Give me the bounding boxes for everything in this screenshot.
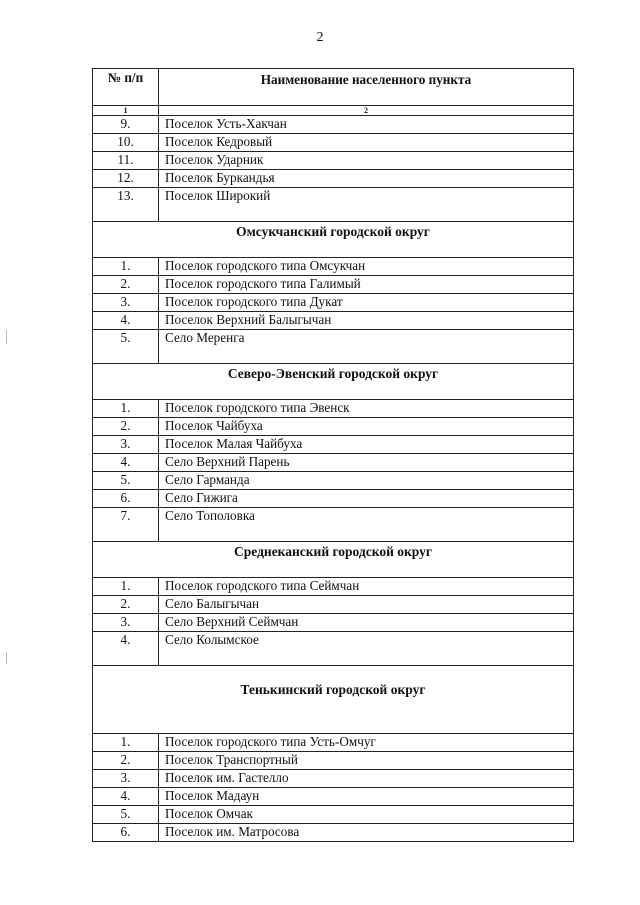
- table-row: [93, 752, 574, 770]
- settlement-name: Село Тополовка: [159, 508, 574, 542]
- table-row: [93, 806, 574, 824]
- margin-mark: [6, 652, 7, 664]
- row-number: 3.: [93, 770, 159, 788]
- table-row: [93, 276, 574, 294]
- table-row: [93, 734, 574, 752]
- table-row: [93, 152, 574, 170]
- settlement-name: Поселок Омчак: [159, 806, 574, 824]
- settlement-name: Поселок Буркандья: [159, 170, 574, 188]
- row-number: 6.: [93, 824, 159, 842]
- row-number: 12.: [93, 170, 159, 188]
- settlement-name: Село Колымское: [159, 632, 574, 666]
- settlement-name: Село Верхний Сеймчан: [159, 614, 574, 632]
- section-title: Омсукчанский городской округ: [93, 222, 574, 258]
- settlement-name: Поселок городского типа Усть-Омчуг: [159, 734, 574, 752]
- table-row: [93, 170, 574, 188]
- settlement-name: Село Балыгычан: [159, 596, 574, 614]
- section-header-row: [93, 542, 574, 578]
- page-number: 2: [316, 30, 324, 45]
- settlements-table: [92, 68, 574, 842]
- row-number: 3.: [93, 614, 159, 632]
- table-row: [93, 508, 574, 542]
- settlement-name: Поселок городского типа Галимый: [159, 276, 574, 294]
- row-number: 2.: [93, 596, 159, 614]
- table-row: [93, 596, 574, 614]
- row-number: 1.: [93, 258, 159, 276]
- table-row: [93, 258, 574, 276]
- table-row: [93, 312, 574, 330]
- row-number: 7.: [93, 508, 159, 542]
- settlement-name: Поселок Ударник: [159, 152, 574, 170]
- row-number: 13.: [93, 188, 159, 222]
- table-row: [93, 770, 574, 788]
- table-row: [93, 116, 574, 134]
- table-row: [93, 294, 574, 312]
- row-number: 10.: [93, 134, 159, 152]
- settlement-name: Село Верхний Парень: [159, 454, 574, 472]
- table-row: [93, 454, 574, 472]
- section-header-row: [93, 666, 574, 734]
- table-row: [93, 824, 574, 842]
- section-header-row: [93, 222, 574, 258]
- settlement-name: Поселок Верхний Балыгычан: [159, 312, 574, 330]
- table-header-row: [93, 69, 574, 106]
- settlement-name: Село Меренга: [159, 330, 574, 364]
- settlement-name: Поселок им. Матросова: [159, 824, 574, 842]
- row-number: 1.: [93, 734, 159, 752]
- row-number: 6.: [93, 490, 159, 508]
- table-row: [93, 436, 574, 454]
- settlement-name: Поселок городского типа Эвенск: [159, 400, 574, 418]
- settlement-name: Поселок городского типа Дукат: [159, 294, 574, 312]
- section-title: Северо-Эвенский городской округ: [93, 364, 574, 400]
- row-number: 5.: [93, 472, 159, 490]
- table-row: [93, 188, 574, 222]
- table-row: [93, 578, 574, 596]
- table-subheader-row: [93, 106, 574, 116]
- settlement-name: Поселок Малая Чайбуха: [159, 436, 574, 454]
- settlement-name: Поселок городского типа Сеймчан: [159, 578, 574, 596]
- settlement-name: Поселок Широкий: [159, 188, 574, 222]
- row-number: 3.: [93, 436, 159, 454]
- header-number: [93, 69, 159, 106]
- row-number: 11.: [93, 152, 159, 170]
- row-number: 4.: [93, 788, 159, 806]
- row-number: 5.: [93, 330, 159, 364]
- table-row: [93, 330, 574, 364]
- settlement-name: Поселок Усть-Хакчан: [159, 116, 574, 134]
- row-number: 1.: [93, 400, 159, 418]
- section-title: Тенькинский городской округ: [93, 666, 574, 734]
- settlement-name: Поселок Транспортный: [159, 752, 574, 770]
- row-number: 4.: [93, 312, 159, 330]
- settlement-name: Поселок городского типа Омсукчан: [159, 258, 574, 276]
- table-row: [93, 490, 574, 508]
- row-number: 3.: [93, 294, 159, 312]
- header-name: Наименование населенного пункта: [159, 69, 574, 106]
- row-number: 9.: [93, 116, 159, 134]
- table-row: [93, 472, 574, 490]
- table-row: [93, 632, 574, 666]
- settlement-name: Поселок Кедровый: [159, 134, 574, 152]
- row-number: 4.: [93, 454, 159, 472]
- table-row: [93, 614, 574, 632]
- row-number: 1.: [93, 578, 159, 596]
- subheader-col1: 1: [93, 106, 159, 116]
- table-row: [93, 418, 574, 436]
- settlement-name: Поселок Чайбуха: [159, 418, 574, 436]
- settlements-table-body: [93, 69, 574, 842]
- section-title: Среднеканский городской округ: [93, 542, 574, 578]
- settlement-name: Село Гарманда: [159, 472, 574, 490]
- margin-mark: [6, 330, 7, 344]
- row-number: 5.: [93, 806, 159, 824]
- section-header-row: [93, 364, 574, 400]
- table-row: [93, 134, 574, 152]
- settlement-name: Поселок Мадаун: [159, 788, 574, 806]
- row-number: 2.: [93, 418, 159, 436]
- table-row: [93, 400, 574, 418]
- subheader-col2: 2: [159, 106, 574, 116]
- settlement-name: Село Гижига: [159, 490, 574, 508]
- row-number: 2.: [93, 276, 159, 294]
- row-number: 2.: [93, 752, 159, 770]
- table-row: [93, 788, 574, 806]
- row-number: 4.: [93, 632, 159, 666]
- header-number-label: № п/п: [107, 70, 144, 85]
- settlement-name: Поселок им. Гастелло: [159, 770, 574, 788]
